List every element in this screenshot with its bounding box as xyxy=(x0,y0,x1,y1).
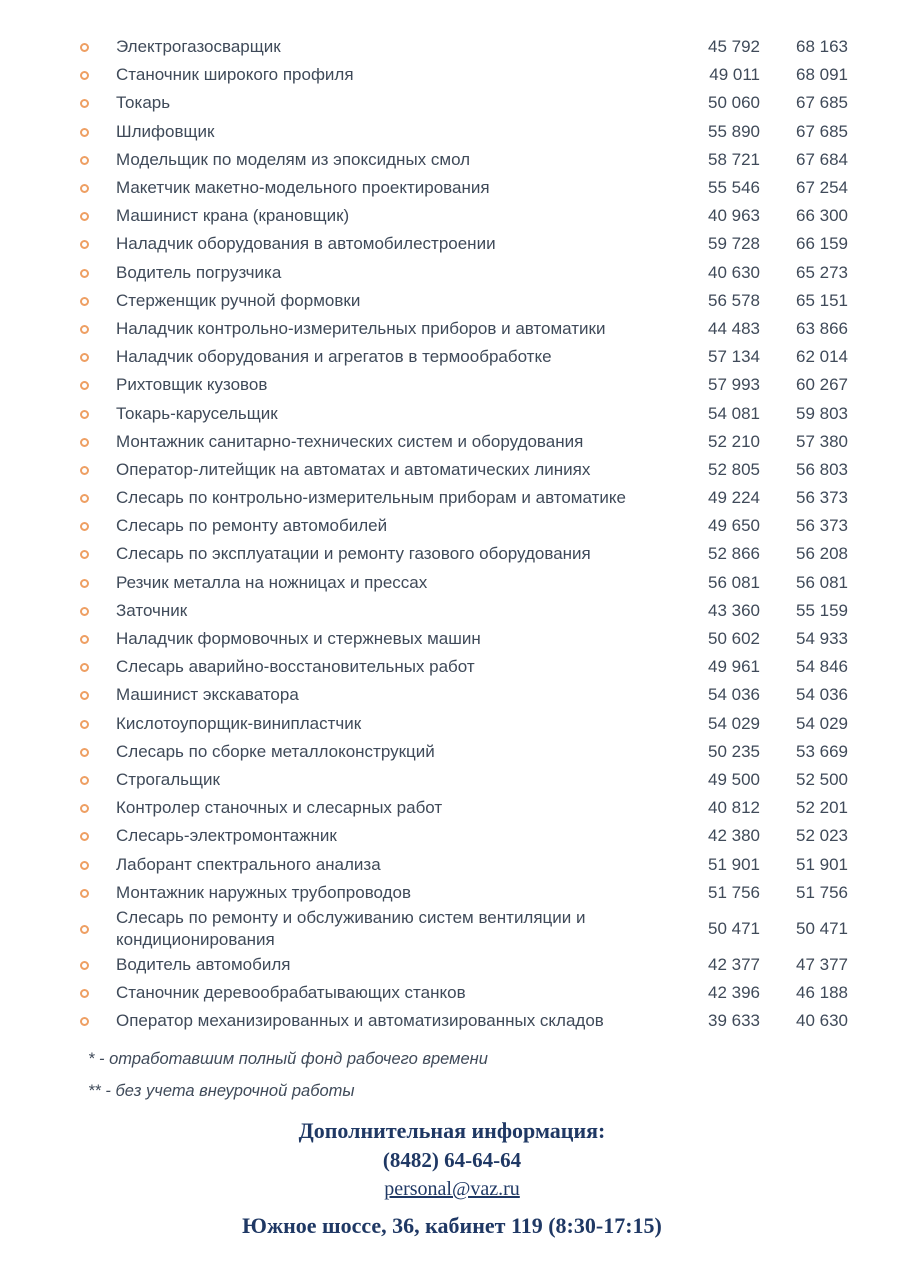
salary-no-overtime: 65 273 xyxy=(796,262,849,282)
salary-no-overtime: 52 023 xyxy=(796,826,849,846)
circle-bullet-icon xyxy=(80,71,89,80)
job-title: Машинист экскаватора xyxy=(116,685,299,705)
salary-full-fund: 50 602 xyxy=(708,629,761,649)
job-row xyxy=(0,625,904,653)
contact-address: Южное шоссе, 36, кабинет 119 (8:30-17:15) xyxy=(242,1213,662,1239)
job-title: Шлифовщик xyxy=(116,121,215,141)
salary-full-fund: 52 805 xyxy=(708,459,760,479)
job-title: Монтажник санитарно-технических систем и оборудования xyxy=(116,431,584,451)
job-title: Токарь-карусельщик xyxy=(116,403,278,423)
salary-full-fund: 54 036 xyxy=(708,685,761,705)
job-row xyxy=(0,343,904,371)
job-row xyxy=(0,428,904,456)
job-title: Слесарь аварийно-восстановительных работ xyxy=(116,657,475,677)
salary-full-fund: 55 890 xyxy=(708,121,761,141)
salary-no-overtime: 54 029 xyxy=(796,713,848,733)
salary-full-fund: 54 081 xyxy=(708,403,760,423)
salary-full-fund: 55 546 xyxy=(708,178,760,198)
circle-bullet-icon xyxy=(80,607,89,616)
circle-bullet-icon xyxy=(80,804,89,813)
job-row xyxy=(0,118,904,146)
job-row xyxy=(0,766,904,794)
salary-full-fund: 52 210 xyxy=(708,431,761,451)
salary-no-overtime: 56 803 xyxy=(796,459,848,479)
circle-bullet-icon xyxy=(80,579,89,588)
salary-no-overtime: 51 901 xyxy=(796,854,848,874)
salary-full-fund: 50 060 xyxy=(708,93,760,113)
contact-block xyxy=(0,1117,904,1240)
salary-full-fund: 45 792 xyxy=(708,37,761,57)
job-title: Слесарь по контрольно-измерительным приборам и автоматике xyxy=(116,488,626,508)
salary-full-fund: 42 377 xyxy=(708,954,761,974)
circle-bullet-icon xyxy=(80,889,89,898)
salary-no-overtime: 55 159 xyxy=(796,600,848,620)
circle-bullet-icon xyxy=(80,269,89,278)
salary-full-fund: 54 029 xyxy=(708,713,760,733)
circle-bullet-icon xyxy=(80,748,89,757)
job-title: Рихтовщик кузовов xyxy=(116,375,268,395)
salary-full-fund: 40 812 xyxy=(708,798,761,818)
salary-no-overtime: 54 036 xyxy=(796,685,849,705)
circle-bullet-icon xyxy=(80,663,89,672)
circle-bullet-icon xyxy=(80,381,89,390)
circle-bullet-icon xyxy=(80,720,89,729)
circle-bullet-icon xyxy=(80,128,89,137)
job-row xyxy=(0,456,904,484)
salary-no-overtime: 59 803 xyxy=(796,403,848,423)
job-row xyxy=(0,850,904,878)
footnotes xyxy=(0,1049,904,1101)
job-title: Слесарь по эксплуатации и ремонту газового оборудования xyxy=(116,544,591,564)
salary-no-overtime: 57 380 xyxy=(796,431,849,451)
circle-bullet-icon xyxy=(80,240,89,249)
job-title: Слесарь по сборке металлоконструкций xyxy=(116,741,435,761)
job-row xyxy=(0,512,904,540)
job-row xyxy=(0,569,904,597)
job-title: Наладчик формовочных и стержневых машин xyxy=(116,629,481,649)
salary-full-fund: 42 396 xyxy=(708,983,760,1003)
circle-bullet-icon xyxy=(80,156,89,165)
salary-full-fund: 39 633 xyxy=(708,1011,760,1031)
contact-title: Дополнительная информация: xyxy=(298,1118,606,1144)
job-title: Станочник деревообрабатывающих станков xyxy=(116,983,466,1003)
contact-email-line xyxy=(0,1176,904,1204)
job-title: Контролер станочных и слесарных работ xyxy=(116,798,443,818)
salary-full-fund: 56 578 xyxy=(708,290,761,310)
job-title: Макетчик макетно-модельного проектирования xyxy=(116,178,490,198)
salary-full-fund: 49 011 xyxy=(709,65,760,85)
salary-no-overtime: 54 846 xyxy=(796,657,849,677)
job-title: Слесарь по ремонту и обслуживанию систем вентиляции и кондиционирования xyxy=(116,907,586,949)
salary-no-overtime: 67 685 xyxy=(796,93,848,113)
circle-bullet-icon xyxy=(80,550,89,559)
circle-bullet-icon xyxy=(80,494,89,503)
salary-no-overtime: 56 208 xyxy=(796,544,849,564)
salary-full-fund: 51 756 xyxy=(708,882,761,902)
circle-bullet-icon xyxy=(80,925,89,934)
salary-no-overtime: 67 685 xyxy=(796,121,849,141)
job-title: Электрогазосварщик xyxy=(116,37,281,57)
job-row xyxy=(0,315,904,343)
job-row xyxy=(0,484,904,512)
circle-bullet-icon xyxy=(80,99,89,108)
salary-full-fund: 42 380 xyxy=(708,826,761,846)
salary-full-fund: 50 471 xyxy=(708,918,760,938)
salary-no-overtime: 50 471 xyxy=(796,918,848,938)
job-row xyxy=(0,174,904,202)
salary-no-overtime: 68 091 xyxy=(796,65,848,85)
circle-bullet-icon xyxy=(80,438,89,447)
job-row xyxy=(0,146,904,174)
job-title: Модельщик по моделям из эпоксидных смол xyxy=(116,149,471,169)
job-row xyxy=(0,259,904,287)
circle-bullet-icon xyxy=(80,1017,89,1026)
job-row xyxy=(0,371,904,399)
salary-full-fund: 58 721 xyxy=(708,149,761,169)
salary-no-overtime: 47 377 xyxy=(796,954,849,974)
job-row xyxy=(0,710,904,738)
salary-full-fund: 44 483 xyxy=(708,318,760,338)
salary-full-fund: 57 993 xyxy=(708,375,761,395)
salary-full-fund: 40 963 xyxy=(708,206,760,226)
salary-full-fund: 49 650 xyxy=(708,516,761,536)
circle-bullet-icon xyxy=(80,832,89,841)
job-row xyxy=(0,597,904,625)
job-title: Строгальщик xyxy=(116,769,220,789)
circle-bullet-icon xyxy=(80,466,89,475)
salary-no-overtime: 63 866 xyxy=(796,318,848,338)
salary-no-overtime: 68 163 xyxy=(796,37,849,57)
circle-bullet-icon xyxy=(80,635,89,644)
job-row xyxy=(0,979,904,1007)
job-title: Лаборант спектрального анализа xyxy=(116,854,381,874)
salary-full-fund: 49 224 xyxy=(708,488,761,508)
job-title: Резчик металла на ножницах и прессах xyxy=(116,572,428,592)
job-row xyxy=(0,794,904,822)
salary-full-fund: 50 235 xyxy=(708,741,760,761)
salary-no-overtime: 66 159 xyxy=(796,234,848,254)
job-row xyxy=(0,879,904,907)
circle-bullet-icon xyxy=(80,989,89,998)
footnote-no-overtime: ** - без учета внеурочной работы xyxy=(88,1082,355,1101)
job-title: Оператор механизированных и автоматизированных складов xyxy=(116,1011,604,1031)
job-title: Монтажник наружных трубопроводов xyxy=(116,882,412,902)
email-link[interactable]: personal@vaz.ru xyxy=(384,1178,520,1201)
job-row xyxy=(0,89,904,117)
job-row xyxy=(0,1007,904,1035)
salary-no-overtime: 65 151 xyxy=(796,290,849,310)
salary-no-overtime: 67 254 xyxy=(796,178,848,198)
salary-no-overtime: 46 188 xyxy=(796,983,848,1003)
salary-full-fund: 56 081 xyxy=(708,572,760,592)
circle-bullet-icon xyxy=(80,297,89,306)
job-row xyxy=(0,738,904,766)
job-row xyxy=(0,399,904,427)
job-title: Токарь xyxy=(116,93,171,113)
circle-bullet-icon xyxy=(80,861,89,870)
job-title: Стерженщик ручной формовки xyxy=(116,290,361,310)
salary-no-overtime: 56 373 xyxy=(796,488,849,508)
salary-no-overtime: 53 669 xyxy=(796,741,848,761)
salary-full-fund: 57 134 xyxy=(708,347,760,367)
job-title: Слесарь-электромонтажник xyxy=(116,826,337,846)
salary-full-fund: 59 728 xyxy=(708,234,760,254)
salary-full-fund: 52 866 xyxy=(708,544,761,564)
job-row xyxy=(0,540,904,568)
job-title: Наладчик контрольно-измерительных приборов и автоматики xyxy=(116,318,606,338)
salary-no-overtime: 67 684 xyxy=(796,149,849,169)
salary-full-fund: 43 360 xyxy=(708,600,760,620)
salary-no-overtime: 51 756 xyxy=(796,882,849,902)
salary-full-fund: 49 961 xyxy=(708,657,761,677)
job-row xyxy=(0,951,904,979)
job-title: Машинист крана (крановщик) xyxy=(116,206,350,226)
circle-bullet-icon xyxy=(80,691,89,700)
salary-no-overtime: 62 014 xyxy=(796,347,848,367)
job-title: Кислотоупорщик-винипластчик xyxy=(116,713,362,733)
job-title: Заточник xyxy=(116,600,188,620)
footnote-full-fund: * - отработавшим полный фонд рабочего времени xyxy=(88,1050,488,1069)
salary-no-overtime: 40 630 xyxy=(796,1011,848,1031)
salary-full-fund: 49 500 xyxy=(708,769,761,789)
salary-no-overtime: 54 933 xyxy=(796,629,849,649)
salary-full-fund: 40 630 xyxy=(708,262,761,282)
job-row xyxy=(0,230,904,258)
job-title: Слесарь по ремонту автомобилей xyxy=(116,516,388,536)
job-title: Водитель автомобиля xyxy=(116,954,291,974)
job-title: Наладчик оборудования и агрегатов в термообработке xyxy=(116,347,552,367)
job-row xyxy=(0,61,904,89)
salary-no-overtime: 52 201 xyxy=(796,798,849,818)
circle-bullet-icon xyxy=(80,522,89,531)
circle-bullet-icon xyxy=(80,353,89,362)
job-row xyxy=(0,907,904,951)
circle-bullet-icon xyxy=(80,776,89,785)
job-row xyxy=(0,33,904,61)
job-title: Водитель погрузчика xyxy=(116,262,282,282)
salary-no-overtime: 56 081 xyxy=(796,572,848,592)
salary-no-overtime: 56 373 xyxy=(796,516,849,536)
job-title: Станочник широкого профиля xyxy=(116,65,354,85)
circle-bullet-icon xyxy=(80,325,89,334)
job-row xyxy=(0,202,904,230)
contact-phone: (8482) 64-64-64 xyxy=(382,1148,522,1173)
salary-full-fund: 51 901 xyxy=(708,854,760,874)
job-row xyxy=(0,287,904,315)
salary-no-overtime: 66 300 xyxy=(796,206,848,226)
circle-bullet-icon xyxy=(80,43,89,52)
job-title: Оператор-литейщик на автоматах и автоматических линиях xyxy=(116,459,591,479)
circle-bullet-icon xyxy=(80,961,89,970)
salary-no-overtime: 52 500 xyxy=(796,769,849,789)
circle-bullet-icon xyxy=(80,212,89,221)
salary-no-overtime: 60 267 xyxy=(796,375,849,395)
job-row xyxy=(0,822,904,850)
circle-bullet-icon xyxy=(80,184,89,193)
job-row xyxy=(0,653,904,681)
job-row xyxy=(0,681,904,709)
job-title: Наладчик оборудования в автомобилестроении xyxy=(116,234,496,254)
circle-bullet-icon xyxy=(80,410,89,419)
